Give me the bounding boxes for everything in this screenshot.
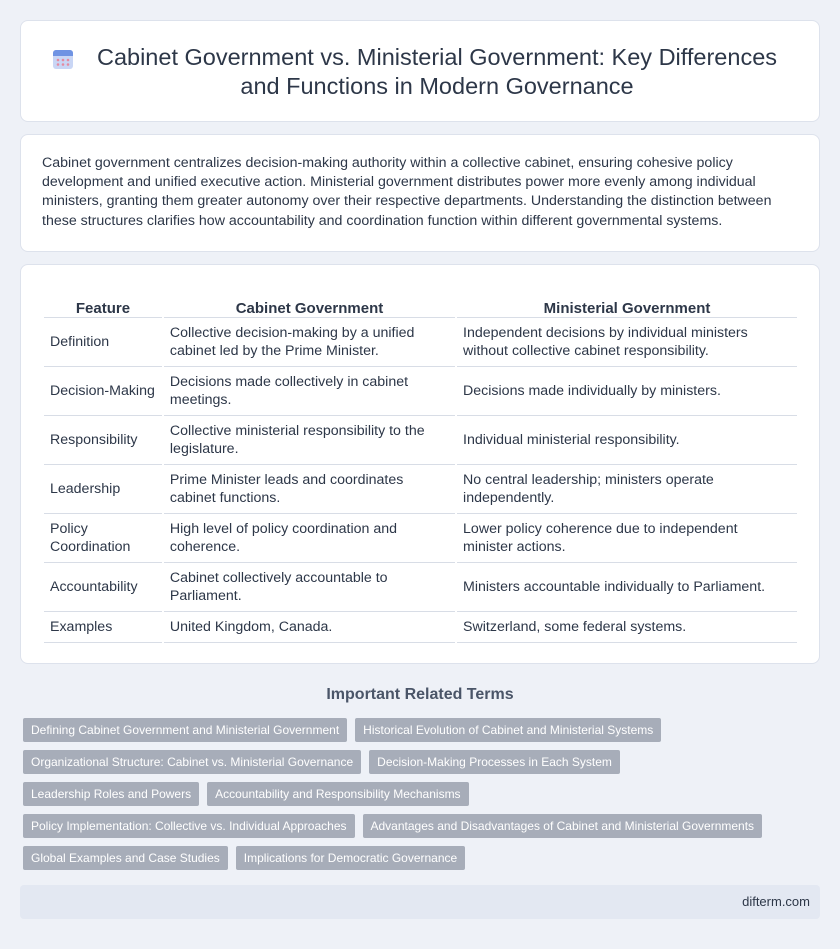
table-row (44, 416, 797, 465)
cabinet-cell: Prime Minister leads and coordinates cabinet functions. (164, 465, 455, 514)
feature-cell: Examples (44, 612, 162, 643)
feature-cell: Accountability (44, 563, 162, 612)
table-row (44, 514, 797, 563)
ministerial-cell: No central leadership; ministers operate independently. (457, 465, 797, 514)
table-row (44, 465, 797, 514)
related-term-tag[interactable]: Policy Implementation: Collective vs. Individual Approaches (23, 814, 355, 838)
cabinet-cell: Decisions made collectively in cabinet meetings. (164, 367, 455, 416)
title-card (20, 20, 820, 122)
site-link[interactable]: difterm.com (742, 894, 810, 909)
cabinet-cell: High level of policy coordination and coherence. (164, 514, 455, 563)
ministerial-cell: Ministers accountable individually to Parliament. (457, 563, 797, 612)
column-header-ministerial: Ministerial Government (457, 296, 797, 318)
cabinet-cell: Cabinet collectively accountable to Parliament. (164, 563, 455, 612)
cabinet-cell: Collective ministerial responsibility to the legislature. (164, 416, 455, 465)
comparison-table (42, 296, 799, 643)
column-header-cabinet: Cabinet Government (164, 296, 455, 318)
cabinet-cell: Collective decision-making by a unified cabinet led by the Prime Minister. (164, 318, 455, 367)
feature-cell: Responsibility (44, 416, 162, 465)
table-row (44, 563, 797, 612)
related-term-tag[interactable]: Defining Cabinet Government and Ministerial Government (23, 718, 347, 742)
related-term-tag[interactable]: Decision-Making Processes in Each System (369, 750, 620, 774)
related-term-tag[interactable]: Historical Evolution of Cabinet and Ministerial Systems (355, 718, 661, 742)
related-terms-list (23, 718, 803, 870)
cabinet-cell: United Kingdom, Canada. (164, 612, 455, 643)
related-term-tag[interactable]: Global Examples and Case Studies (23, 846, 228, 870)
related-term-tag[interactable]: Leadership Roles and Powers (23, 782, 199, 806)
related-term-tag[interactable]: Accountability and Responsibility Mechanisms (207, 782, 468, 806)
comparison-card (20, 264, 820, 664)
ministerial-cell: Switzerland, some federal systems. (457, 612, 797, 643)
related-term-tag[interactable]: Advantages and Disadvantages of Cabinet and Ministerial Governments (363, 814, 763, 838)
feature-cell: Leadership (44, 465, 162, 514)
intro-paragraph: Cabinet government centralizes decision-making authority within a collective cabinet, ensuring cohesive policy development and unified executive action. Ministerial government distributes power more evenly among individual ministers, granting them greater autonomy over their respective departments. Understanding the distinction between these structures clarifies how accountability and coordination function within different governmental systems. (42, 155, 772, 229)
calendar-icon (51, 47, 75, 71)
ministerial-cell: Independent decisions by individual ministers without collective cabinet responsibility. (457, 318, 797, 367)
column-header-feature: Feature (44, 296, 162, 318)
feature-cell: Definition (44, 318, 162, 367)
intro-card (20, 134, 820, 252)
table-row (44, 367, 797, 416)
related-term-tag[interactable]: Implications for Democratic Governance (236, 846, 465, 870)
related-terms-heading: Important Related Terms (326, 686, 514, 703)
feature-cell: Policy Coordination (44, 514, 162, 563)
related-term-tag[interactable]: Organizational Structure: Cabinet vs. Ministerial Governance (23, 750, 361, 774)
table-row (44, 612, 797, 643)
feature-cell: Decision-Making (44, 367, 162, 416)
ministerial-cell: Lower policy coherence due to independent minister actions. (457, 514, 797, 563)
ministerial-cell: Individual ministerial responsibility. (457, 416, 797, 465)
ministerial-cell: Decisions made individually by ministers. (457, 367, 797, 416)
footer-bar (20, 885, 820, 919)
page-title: Cabinet Government vs. Ministerial Government: Key Differences and Functions in Modern Governance (96, 44, 778, 99)
table-header-row (44, 296, 797, 318)
table-row (44, 318, 797, 367)
